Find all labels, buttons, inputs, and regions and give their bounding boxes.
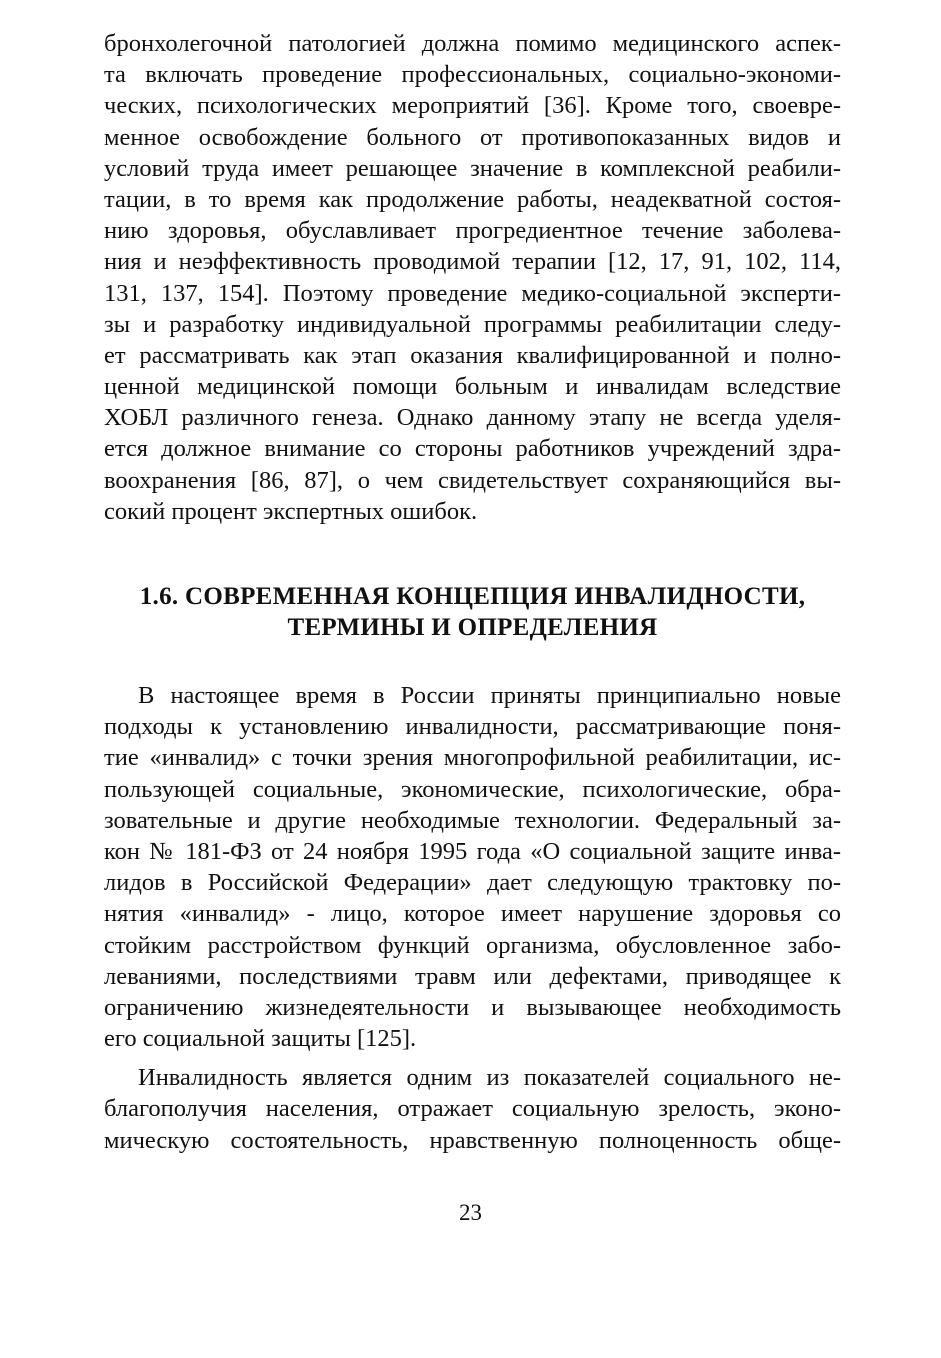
section-heading bbox=[104, 581, 841, 643]
text-line: лидов в Российской Федерации» дает следующую трактовку по- bbox=[104, 869, 841, 897]
section-heading-line-2: ТЕРМИНЫ И ОПРЕДЕЛЕНИЯ bbox=[287, 614, 658, 641]
text-line: 131, 137, 154]. Поэтому проведение медико-социальной эксперти- bbox=[104, 279, 841, 307]
text-line: стойким расстройством функций организма, обусловленное забо- bbox=[104, 931, 841, 959]
text-line: мическую состоятельность, нравственную полноценность обще- bbox=[104, 1126, 841, 1154]
text-line: подходы к установлению инвалидности, рассматривающие поня- bbox=[104, 713, 841, 741]
page-number: 23 bbox=[459, 1200, 482, 1225]
text-line: ния и неэффективность проводимой терапии [12, 17, 91, 102, 114, bbox=[104, 248, 841, 276]
text-line: воохранения [86, 87], о чем свидетельствует сохраняющийся вы- bbox=[104, 466, 841, 494]
text-line: ограничению жизнедеятельности и вызывающее необходимость bbox=[104, 993, 841, 1021]
text-line: менное освобождение больного от противопоказанных видов и bbox=[104, 123, 841, 151]
text-line: ХОБЛ различного генеза. Однако данному этапу не всегда уделя- bbox=[104, 404, 841, 432]
text-line: зовательные и другие необходимые технологии. Федеральный за- bbox=[104, 806, 841, 834]
text-line: зы и разработку индивидуальной программы реабилитации следу- bbox=[104, 310, 841, 338]
text-line: благополучия населения, отражает социальную зрелость, эконо- bbox=[104, 1095, 841, 1123]
text-line: пользующей социальные, экономические, психологические, обра- bbox=[104, 775, 841, 803]
text-line: нятия «инвалид» - лицо, которое имеет нарушение здоровья со bbox=[104, 900, 841, 928]
text-line: леваниями, последствиями травм или дефектами, приводящее к bbox=[104, 962, 841, 990]
text-line: В настоящее время в России приняты принципиально новые bbox=[138, 682, 841, 709]
text-line: ценной медицинской помощи больным и инвалидам вследствие bbox=[104, 373, 841, 401]
text-line: тации, в то время как продолжение работы, неадекватной состоя- bbox=[104, 185, 841, 213]
text-line: его социальной защиты [125]. bbox=[104, 1025, 417, 1053]
text-line: бронхолегочной патологией должна помимо медицинского аспек- bbox=[104, 30, 841, 57]
text-line: ет рассматривать как этап оказания квалифицированной и полно- bbox=[104, 341, 841, 369]
text-line: ческих, психологических мероприятий [36]. Кроме того, своевре- bbox=[104, 92, 841, 120]
text-line: тие «инвалид» с точки зрения многопрофильной реабилитации, ис- bbox=[104, 744, 841, 772]
paragraph-disability-concept bbox=[104, 680, 841, 1054]
paragraph-disability-indicator bbox=[104, 1062, 841, 1156]
text-line: та включать проведение профессиональных, социально-экономи- bbox=[104, 61, 841, 89]
paragraph-continuation bbox=[104, 28, 841, 527]
text-line: кон № 181-ФЗ от 24 ноября 1995 года «О социальной защите инва- bbox=[104, 837, 841, 865]
text-line: условий труда имеет решающее значение в комплексной реабили- bbox=[104, 154, 841, 182]
section-heading-line-1: 1.6. СОВРЕМЕННАЯ КОНЦЕПЦИЯ ИНВАЛИДНОСТИ, bbox=[139, 583, 806, 610]
page-body bbox=[104, 28, 841, 1156]
text-line: сокий процент экспертных ошибок. bbox=[104, 497, 478, 525]
text-line: Инвалидность является одним из показателей социального не- bbox=[138, 1064, 841, 1092]
text-line: нию здоровья, обуславливает прогредиентное течение заболева- bbox=[104, 217, 841, 245]
text-line: ется должное внимание со стороны работников учреждений здра- bbox=[104, 435, 841, 463]
